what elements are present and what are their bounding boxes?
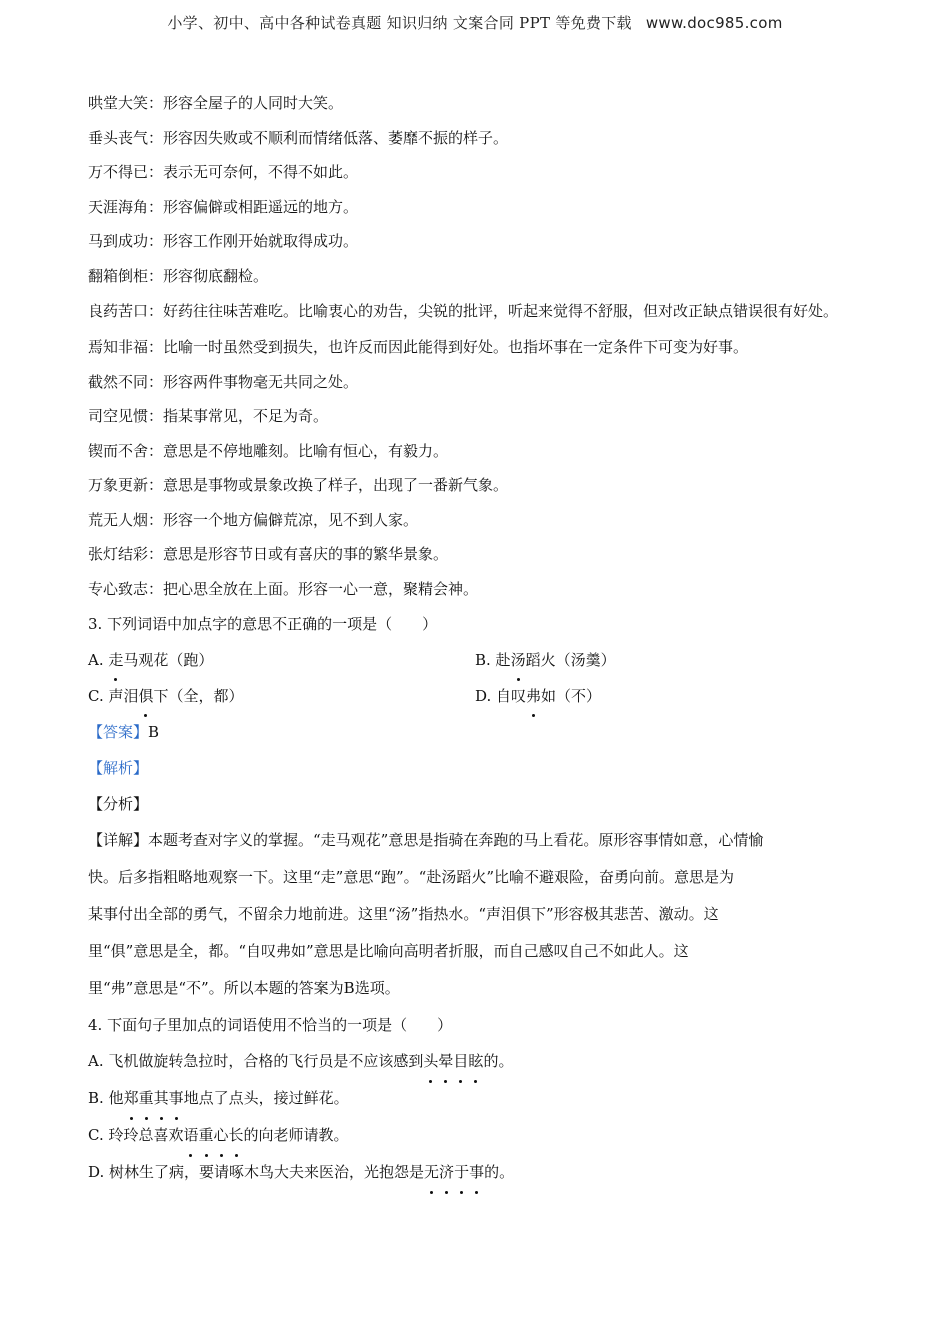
idiom-definition: 意思是形容节日或有喜庆的事的繁华景象。 xyxy=(163,545,449,563)
dotted-char: 眩 xyxy=(468,1043,483,1080)
idiom-definition: 指某事常见，不足为奇。 xyxy=(163,407,329,425)
idiom-definition: 形容两件事物毫无共同之处。 xyxy=(163,372,359,391)
dotted-char: 无 xyxy=(424,1154,439,1191)
options-row xyxy=(88,642,863,678)
detail-label: 【详解】 xyxy=(88,831,149,849)
document-body xyxy=(88,86,863,1191)
idiom-term: 天涯海角 xyxy=(88,197,149,216)
option-a: A. 走马观花（跑） xyxy=(88,642,475,678)
idiom-definition: 形容偏僻或相距遥远的地方。 xyxy=(163,197,359,216)
idiom-definition: 形容彻底翻检。 xyxy=(163,266,269,285)
idiom-term: 锲而不舍 xyxy=(88,441,149,460)
idiom-term: 焉知非福 xyxy=(88,338,149,356)
question-stem: 3. 下列词语中加点字的意思不正确的一项是（ ） xyxy=(88,615,438,633)
idiom-entry: 翻箱倒柜：形容彻底翻检。 xyxy=(88,266,269,285)
idiom-term: 万不得已 xyxy=(88,163,149,181)
dotted-char: 弗 xyxy=(526,678,541,714)
detail-explanation xyxy=(88,822,863,1007)
dotted-char: 心 xyxy=(214,1117,229,1154)
dotted-char: 头 xyxy=(423,1043,438,1080)
dotted-char: 于 xyxy=(454,1154,469,1191)
dotted-char: 语 xyxy=(183,1117,198,1154)
answer-label: 【答案】 xyxy=(88,723,149,741)
idiom-entry: 锲而不舍：意思是不停地雕刻。比喻有恒心，有毅力。 xyxy=(88,441,449,460)
idiom-entry: 马到成功：形容工作刚开始就取得成功。 xyxy=(88,232,359,250)
option-c: C. 玲玲总喜欢语重心长的向老师请教。 xyxy=(88,1117,863,1154)
dotted-char: 济 xyxy=(439,1154,454,1191)
idiom-term: 翻箱倒柜 xyxy=(88,266,149,285)
answer-line xyxy=(88,714,863,750)
fenxi-label: 【分析】 xyxy=(88,795,149,813)
dotted-char: 晕 xyxy=(438,1043,453,1080)
idiom-entry: 张灯结彩：意思是形容节日或有喜庆的事的繁华景象。 xyxy=(88,545,449,563)
idiom-term: 荒无人烟 xyxy=(88,510,149,529)
idiom-term: 司空见惯 xyxy=(88,407,149,425)
analysis-label: 【解析】 xyxy=(88,759,149,777)
idiom-entry: 荒无人烟：形容一个地方偏僻荒凉，见不到人家。 xyxy=(88,510,419,529)
idiom-entry: 专心致志：把心思全放在上面。形容一心一意，聚精会神。 xyxy=(88,579,479,598)
dotted-char: 目 xyxy=(453,1043,468,1080)
dotted-char: 事 xyxy=(169,1080,184,1117)
dotted-char: 郑 xyxy=(124,1080,139,1117)
idiom-definition: 把心思全放在上面。形容一心一意，聚精会神。 xyxy=(163,579,479,598)
idiom-entry: 截然不同：形容两件事物毫无共同之处。 xyxy=(88,372,359,391)
detail-line: 快。后多指粗略地观察一下。这里“走”意思“跑”。“赴汤蹈火”比喻不避艰险，奋勇向前。意思是为 xyxy=(88,868,735,886)
idiom-term: 万象更新 xyxy=(88,476,149,494)
idiom-term: 截然不同 xyxy=(88,372,149,391)
option-b: B. 赴汤蹈火（汤羹） xyxy=(475,642,862,678)
idiom-term: 哄堂大笑 xyxy=(88,94,149,112)
idiom-list xyxy=(88,86,863,606)
dotted-char: 事 xyxy=(469,1154,484,1191)
option-c: C. 声泪俱下（全，都） xyxy=(88,678,475,714)
detail-line: 【详解】本题考查对字义的掌握。“走马观花”意思是指骑在奔跑的马上看花。原形容事情如意，心情愉 xyxy=(88,831,764,849)
idiom-entry: 垂头丧气：形容因失败或不顺利而情绪低落、萎靡不振的样子。 xyxy=(88,128,509,147)
header-url[interactable]: www.doc985.com xyxy=(645,14,783,32)
idiom-term: 良药苦口 xyxy=(88,302,149,320)
idiom-entry: 万不得已：表示无可奈何，不得不如此。 xyxy=(88,163,359,181)
idiom-entry: 良药苦口：好药往往味苦难吃。比喻衷心的劝告，尖锐的批评，听起来觉得不舒服，但对改正缺点错误很有好处。 xyxy=(88,302,839,320)
idiom-definition: 意思是事物或景象改换了样子，出现了一番新气象。 xyxy=(163,476,509,494)
idiom-term: 专心致志 xyxy=(88,579,149,598)
dotted-char: 走 xyxy=(108,642,123,678)
idiom-definition: 形容因失败或不顺利而情绪低落、萎靡不振的样子。 xyxy=(163,128,509,147)
idiom-definition: 意思是不停地雕刻。比喻有恒心，有毅力。 xyxy=(163,441,449,460)
idiom-definition: 比喻一时虽然受到损失，也许反而因此能得到好处。也指坏事在一定条件下可变为好事。 xyxy=(163,338,749,356)
detail-line: 某事付出全部的勇气，不留余力地前进。这里“汤”指热水。“声泪俱下”形容极其悲苦、激动。这 xyxy=(88,905,719,923)
dotted-char: 其 xyxy=(154,1080,169,1117)
answer-value: B xyxy=(148,723,160,741)
dotted-char: 俱 xyxy=(138,678,153,714)
detail-line: 里“俱”意思是全，都。“自叹弗如”意思是比喻向高明者折服，而自己感叹自己不如此人。这 xyxy=(88,942,689,960)
idiom-entry: 天涯海角：形容偏僻或相距遥远的地方。 xyxy=(88,197,359,216)
idiom-definition: 形容一个地方偏僻荒凉，见不到人家。 xyxy=(163,510,419,529)
question-4 xyxy=(88,1007,863,1191)
idiom-term: 马到成功 xyxy=(88,232,149,250)
detail-line: 里“弗”意思是“不”。所以本题的答案为B选项。 xyxy=(88,979,400,997)
option-d: D. 自叹弗如（不） xyxy=(475,678,862,714)
idiom-definition: 好药往往味苦难吃。比喻衷心的劝告，尖锐的批评，听起来觉得不舒服，但对改正缺点错误很有好处。 xyxy=(163,302,839,320)
idiom-entry: 哄堂大笑：形容全屋子的人同时大笑。 xyxy=(88,94,344,112)
idiom-definition: 表示无可奈何，不得不如此。 xyxy=(163,163,359,181)
idiom-entry: 万象更新：意思是事物或景象改换了样子，出现了一番新气象。 xyxy=(88,476,509,494)
header-text: 小学、初中、高中各种试卷真题 知识归纳 文案合同 PPT 等免费下载 xyxy=(167,14,632,32)
idiom-term: 垂头丧气 xyxy=(88,128,149,147)
option-b: B. 他郑重其事地点了点头，接过鲜花。 xyxy=(88,1080,863,1117)
question-3 xyxy=(88,606,863,1007)
options-row xyxy=(88,678,863,714)
idiom-definition: 形容工作刚开始就取得成功。 xyxy=(163,232,359,250)
dotted-char: 长 xyxy=(229,1117,244,1154)
idiom-term: 张灯结彩 xyxy=(88,545,149,563)
dotted-char: 重 xyxy=(139,1080,154,1117)
idiom-definition: 形容全屋子的人同时大笑。 xyxy=(163,94,344,112)
dotted-char: 重 xyxy=(199,1117,214,1154)
option-d: D. 树林生了病，要请啄木鸟大夫来医治，光抱怨是无济于事的。 xyxy=(88,1154,863,1191)
dotted-char: 汤 xyxy=(511,642,526,678)
page-header xyxy=(0,12,950,33)
option-a: A. 飞机做旋转急拉时，合格的飞行员是不应该感到头晕目眩的。 xyxy=(88,1043,863,1080)
idiom-entry: 司空见惯：指某事常见，不足为奇。 xyxy=(88,407,329,425)
question-stem: 4. 下面句子里加点的词语使用不恰当的一项是（ ） xyxy=(88,1016,453,1034)
idiom-entry: 焉知非福：比喻一时虽然受到损失，也许反而因此能得到好处。也指坏事在一定条件下可变为好事。 xyxy=(88,338,749,356)
